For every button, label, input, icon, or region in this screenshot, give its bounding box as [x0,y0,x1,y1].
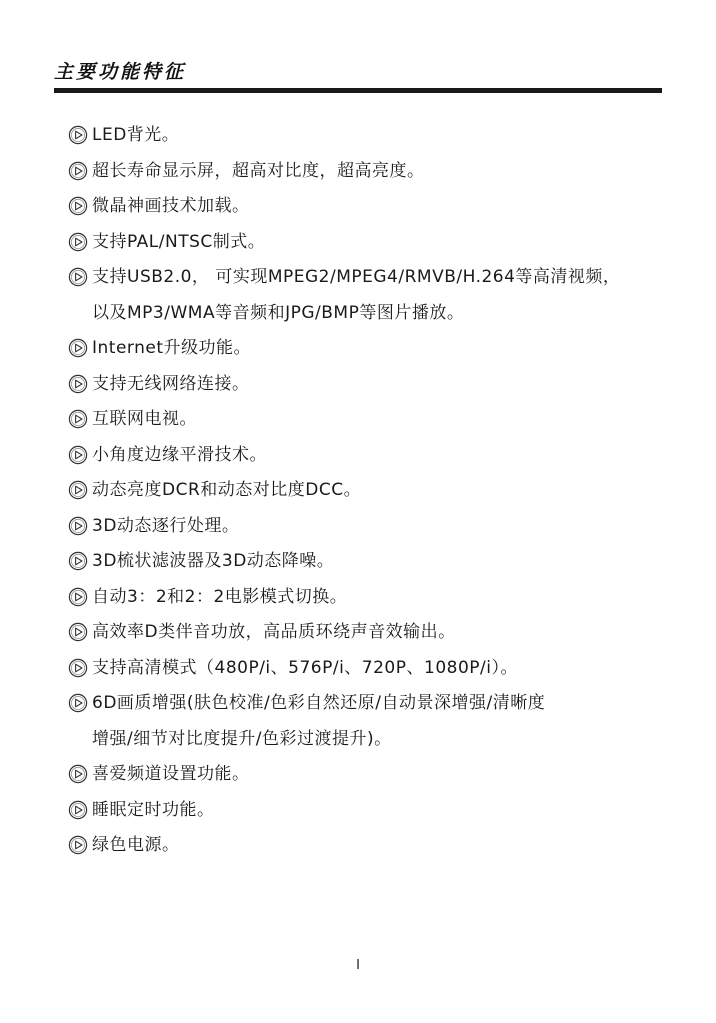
feature-text: LED背光。 [92,125,180,145]
list-item [68,189,668,225]
circled-play-arrow-icon [68,480,88,500]
list-item [68,402,668,438]
list-item [68,686,668,757]
list-item [68,118,668,154]
list-item [68,154,668,190]
list-item [68,438,668,474]
circled-play-arrow-icon [68,374,88,394]
feature-text: 小角度边缘平滑技术。 [92,444,267,465]
page-header [54,60,662,93]
list-item [68,509,668,545]
feature-list [68,118,668,864]
list-item [68,225,668,261]
circled-play-arrow-icon [68,445,88,465]
feature-text: 支持USB2.0， 可实现MPEG2/MPEG4/RMVB/H.264等高清视频， 以及MP3/WMA等音频和JPG/BMP等图片播放。 [92,267,621,323]
circled-play-arrow-icon [68,125,88,145]
circled-play-arrow-icon [68,587,88,607]
circled-play-arrow-icon [68,551,88,571]
feature-text: 高效率D类伴音功放，高品质环绕声音效输出。 [92,622,456,642]
circled-play-arrow-icon [68,693,88,713]
list-item [68,544,668,580]
feature-text: 绿色电源。 [92,835,180,855]
feature-text: 喜爱频道设置功能。 [92,764,250,784]
list-item [68,615,668,651]
circled-play-arrow-icon [68,409,88,429]
feature-text: 超长寿命显示屏，超高对比度，超高亮度。 [92,160,425,181]
feature-text: 支持PAL/NTSC制式。 [92,231,266,252]
circled-play-arrow-icon [68,800,88,820]
header-rule [54,88,662,93]
circled-play-arrow-icon [68,338,88,358]
circled-play-arrow-icon [68,622,88,642]
list-item [68,828,668,864]
feature-text: 3D梳状滤波器及3D动态降噪。 [92,551,335,571]
circled-play-arrow-icon [68,232,88,252]
list-item [68,757,668,793]
feature-text: Internet升级功能。 [92,338,252,358]
list-item [68,651,668,687]
list-item [68,331,668,367]
list-item [68,260,668,331]
circled-play-arrow-icon [68,835,88,855]
list-item [68,367,668,403]
feature-text: 3D动态逐行处理。 [92,515,240,536]
circled-play-arrow-icon [68,764,88,784]
circled-play-arrow-icon [68,516,88,536]
feature-text: 动态亮度DCR和动态对比度DCC。 [92,480,362,500]
circled-play-arrow-icon [68,658,88,678]
list-item [68,793,668,829]
feature-text: 自动3：2和2：2电影模式切换。 [92,586,348,607]
page-number: I [356,958,360,973]
circled-play-arrow-icon [68,267,88,287]
circled-play-arrow-icon [68,196,88,216]
list-item [68,580,668,616]
list-item [68,473,668,509]
feature-text: 支持无线网络连接。 [92,373,250,394]
feature-text: 睡眠定时功能。 [92,799,215,820]
feature-text: 支持高清模式（480P/i、576P/i、720P、1080P/i）。 [92,657,518,678]
feature-text: 互联网电视。 [92,409,197,429]
feature-text: 6D画质增强(肤色校准/色彩自然还原/自动景深增强/清晰度 增强/细节对比度提升/色彩过渡提升)。 [92,693,546,749]
circled-play-arrow-icon [68,161,88,181]
feature-text: 微晶神画技术加载。 [92,196,250,216]
page-title: 主要功能特征 [54,61,187,83]
